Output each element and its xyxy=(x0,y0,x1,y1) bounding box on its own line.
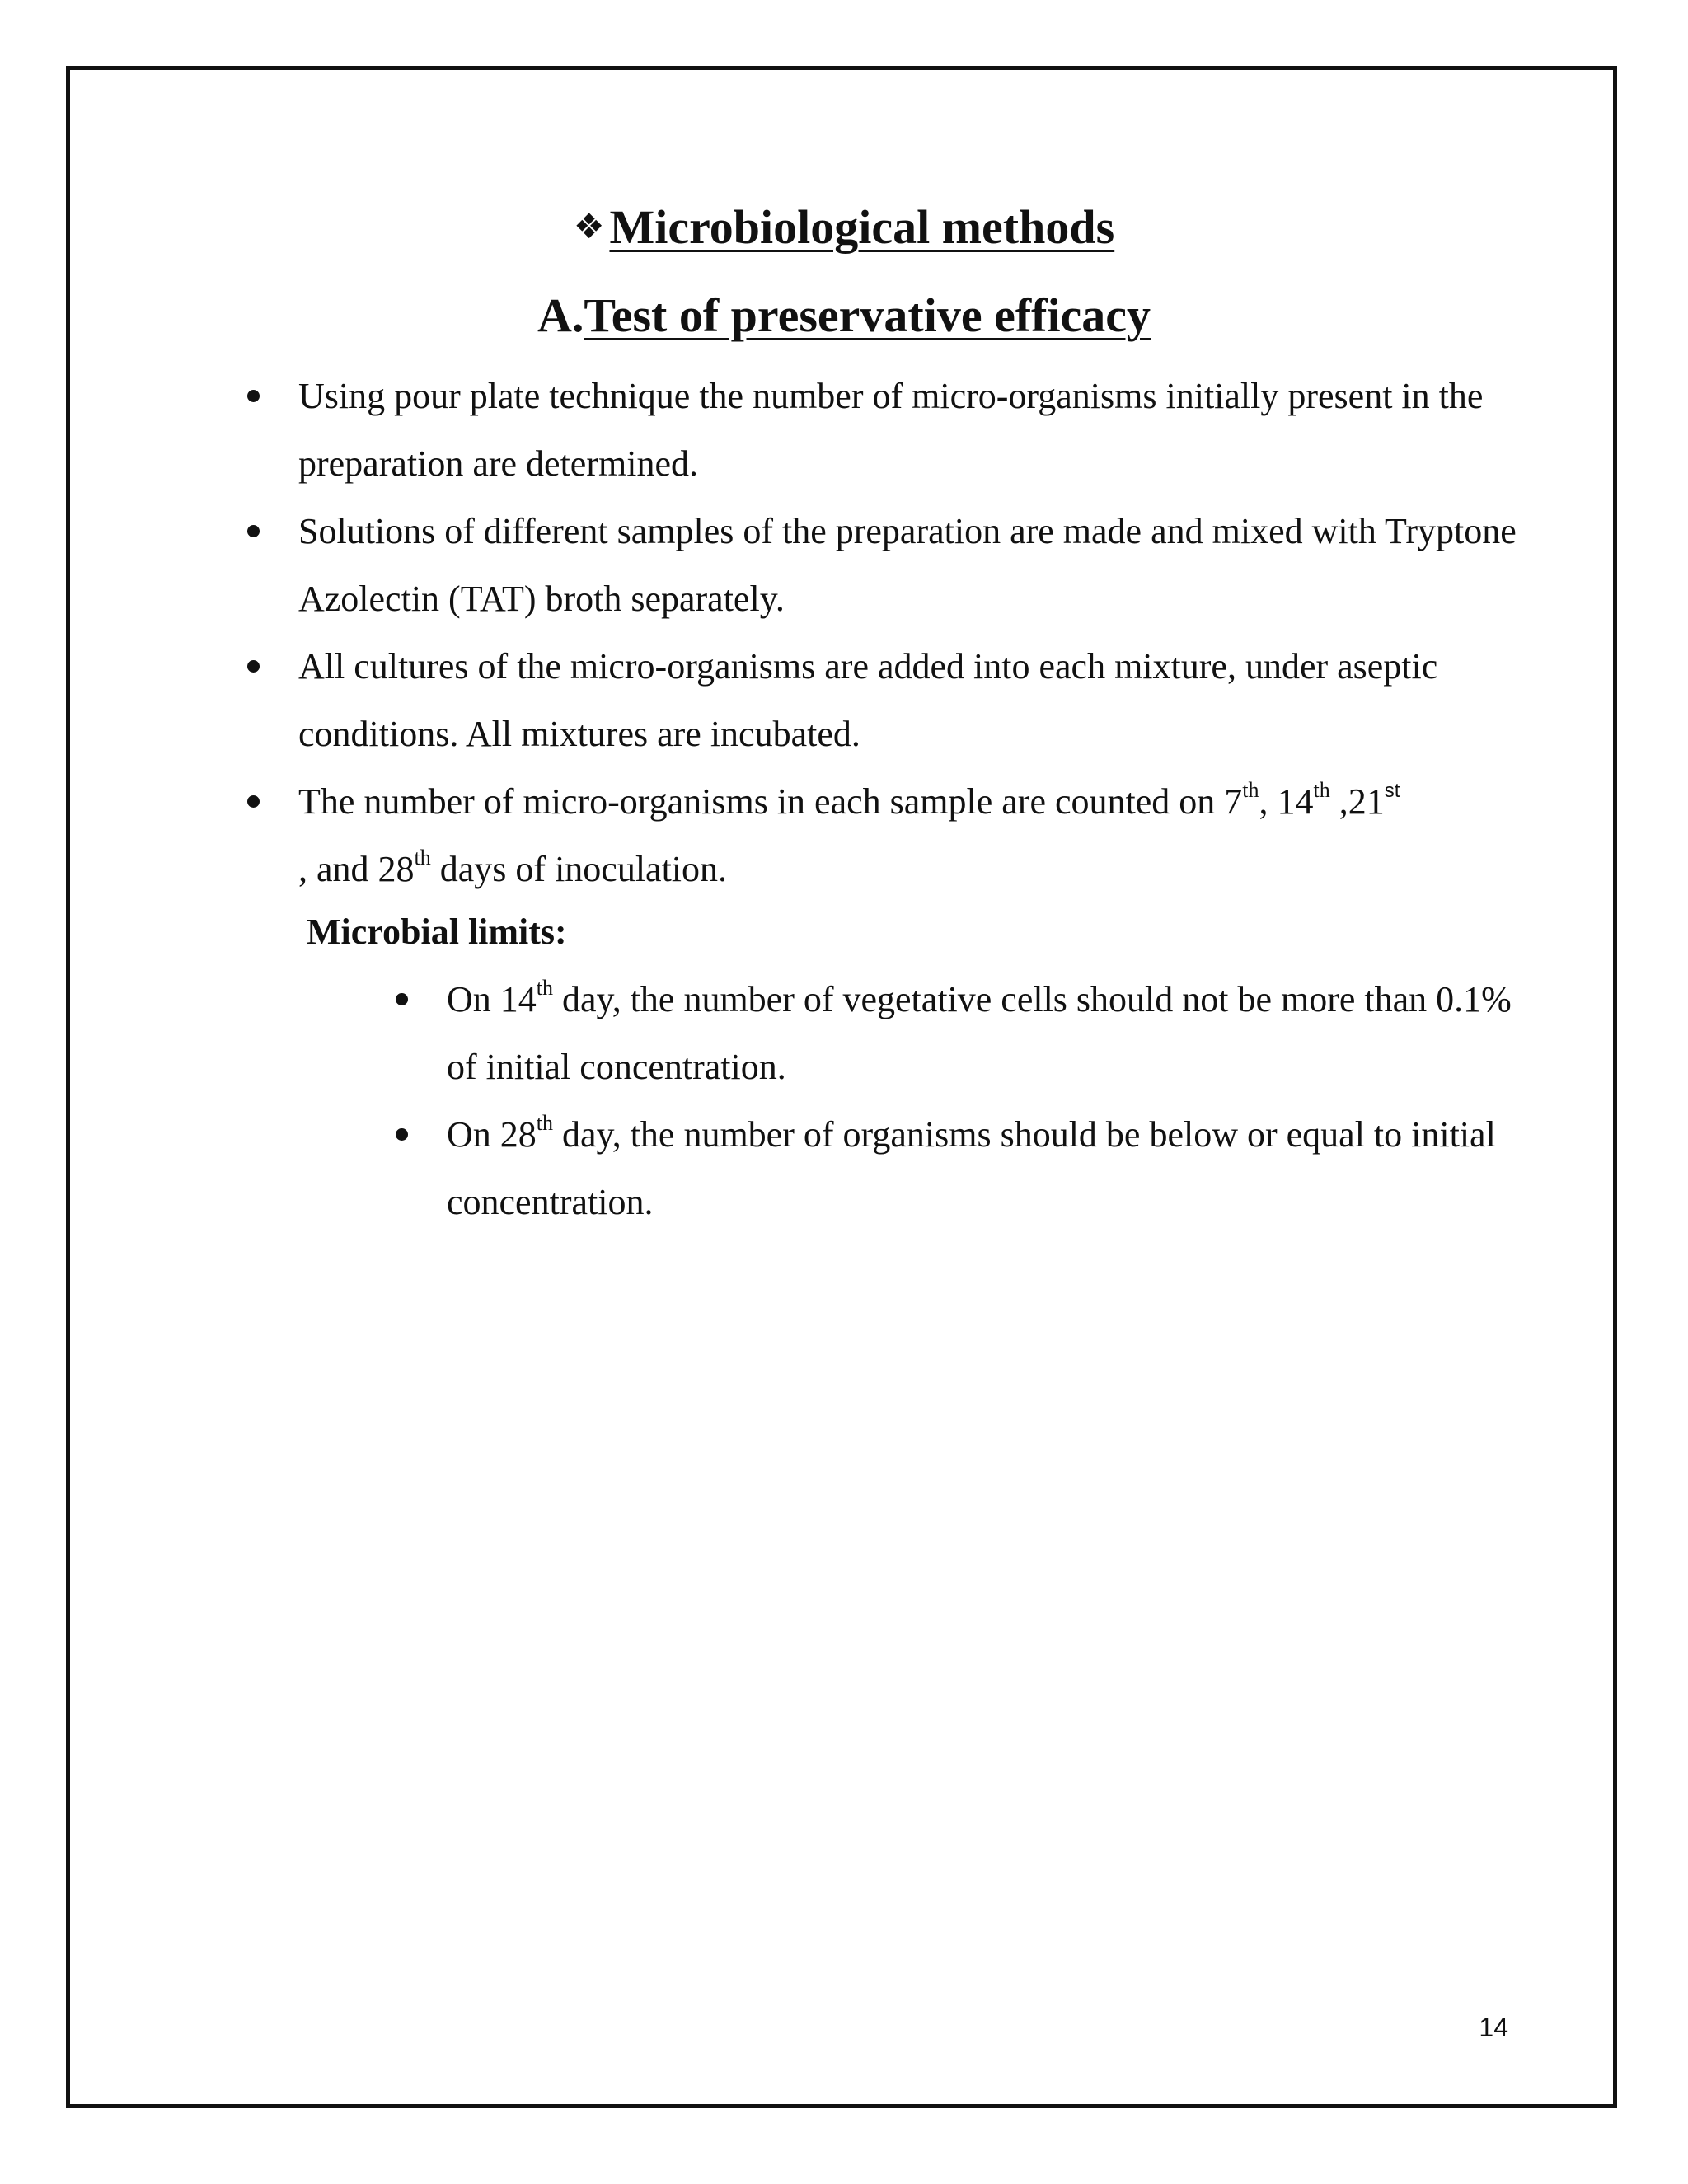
subsection-heading xyxy=(0,283,1688,349)
text-run: On 28 xyxy=(447,1114,537,1155)
bullet-dot-icon xyxy=(247,390,260,402)
text-run: , 14 xyxy=(1259,781,1314,822)
ordinal-suffix: st xyxy=(1384,780,1400,803)
procedure-list xyxy=(247,363,1533,903)
bullet-dot-icon xyxy=(396,993,408,1005)
microbial-limits-label: Microbial limits: xyxy=(307,912,567,952)
list-item-text xyxy=(447,976,1512,1087)
list-item xyxy=(396,1101,1533,1236)
text-run: days of inoculation. xyxy=(430,849,728,889)
ordinal-suffix: th xyxy=(536,1111,554,1136)
bullet-dot-icon xyxy=(396,1128,408,1141)
ordinal-suffix: th xyxy=(536,976,554,1001)
subsection-title: Test of preservative efficacy xyxy=(584,288,1151,342)
list-item xyxy=(247,498,1533,633)
text-run: day, the number of organisms should be below or equal to initial concentration. xyxy=(447,1114,1496,1222)
text-run: ,21 xyxy=(1329,781,1385,822)
section-title: Microbiological methods xyxy=(609,200,1115,254)
list-item-text: Using pour plate technique the number of micro-organisms initially present in the preparation are determined. xyxy=(298,376,1484,484)
ordinal-suffix: th xyxy=(1242,778,1259,803)
section-heading xyxy=(0,194,1688,265)
list-item xyxy=(396,966,1533,1101)
list-item xyxy=(247,363,1533,498)
page-number: 14 xyxy=(1479,2013,1508,2042)
list-item-text xyxy=(298,778,1400,889)
text-run: day, the number of vegetative cells should not be more than 0.1% of initial concentration. xyxy=(447,979,1512,1087)
bullet-dot-icon xyxy=(247,795,260,808)
ordinal-suffix: th xyxy=(414,846,431,870)
ordinal-suffix: th xyxy=(1313,778,1330,803)
text-run: , and 28 xyxy=(298,849,415,889)
list-item-text: All cultures of the micro-organisms are added into each mixture, under aseptic conditions. All mixtures are incubated. xyxy=(298,646,1438,754)
text-run: On 14 xyxy=(447,979,537,1019)
list-item-text: Solutions of different samples of the preparation are made and mixed with Tryptone Azolectin (TAT) broth separately. xyxy=(298,511,1517,619)
diamond-bullet-icon: ❖ xyxy=(573,206,605,246)
list-item-text xyxy=(447,1111,1496,1222)
bullet-dot-icon xyxy=(247,660,260,673)
text-run: The number of micro-organisms in each sample are counted on 7 xyxy=(298,781,1243,822)
microbial-limits-list xyxy=(396,966,1533,1236)
bullet-dot-icon xyxy=(247,525,260,537)
list-item xyxy=(247,768,1533,903)
list-item xyxy=(247,633,1533,768)
subsection-prefix: A. xyxy=(537,288,584,342)
